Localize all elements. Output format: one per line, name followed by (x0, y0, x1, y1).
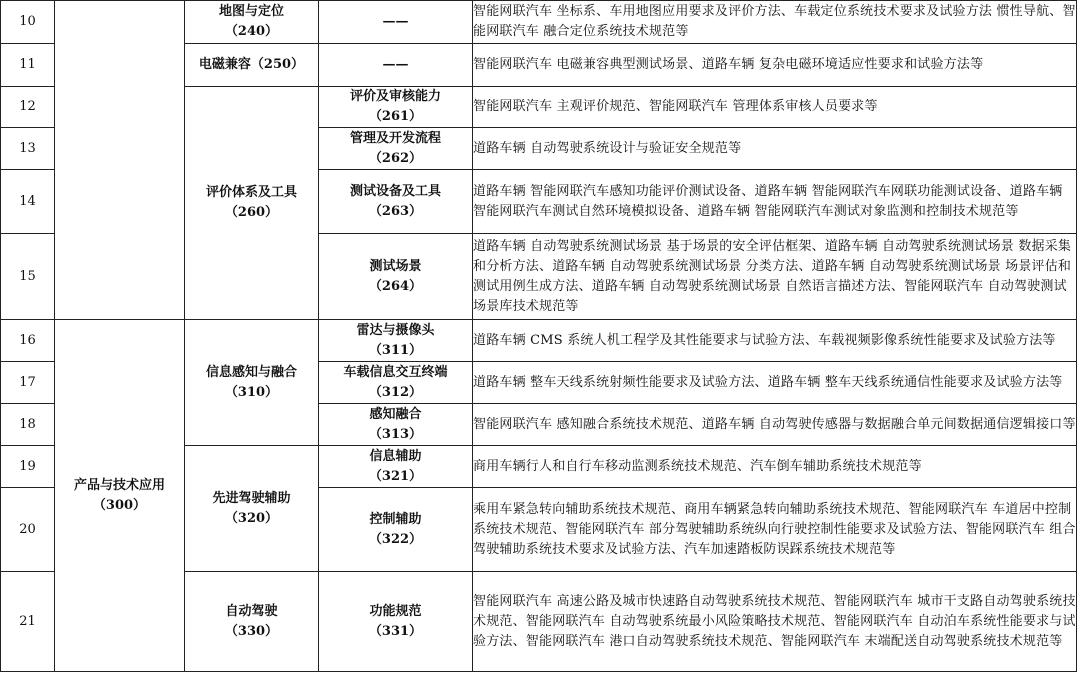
standards-cell: 道路车辆 CMS 系统人机工程学及其性能要求与试验方法、车载视频影像系统性能要求及试验方法等 (473, 320, 1077, 362)
leaf-cell (319, 170, 473, 234)
leaf-cell (319, 362, 473, 404)
row-number: 10 (1, 1, 55, 44)
standards-cell: 乘用车紧急转向辅助系统技术规范、商用车辆紧急转向辅助系统技术规范、智能网联汽车 车道居中控制系统技术规范、智能网联汽车 部分驾驶辅助系统纵向行驶控制性能要求及试验方法、智能网联汽车 组合驾驶辅助系统技术要求及试验方法、汽车加速踏板防误踩系统技术规范等 (473, 488, 1077, 572)
subcategory-name: 地图与定位 (218, 4, 284, 19)
subcategory-name: 先进驾驶辅助 (212, 490, 291, 506)
table-row (1, 1, 1077, 44)
subcategory-cell (185, 87, 319, 320)
subcategory-name: 自动驾驶 (225, 603, 278, 619)
leaf-name: 雷达与摄像头 (356, 322, 435, 338)
category-cell-empty (55, 1, 185, 320)
leaf-cell (319, 404, 473, 446)
standards-cell: 智能网联汽车 高速公路及城市快速路自动驾驶系统技术规范、智能网联汽车 城市干支路自动驾驶系统技术规范、智能网联汽车 自动驾驶系统最小风险策略技术规范、智能网联汽车 自动泊车系统性能要求与试验方法、智能网联汽车 港口自动驾驶系统技术规范、智能网联汽车 末端配送自动驾驶系统技术规范等 (473, 572, 1077, 672)
leaf-cell (319, 572, 473, 672)
leaf-code: （322） (368, 531, 423, 547)
leaf-name: 评价及审核能力 (349, 89, 441, 104)
row-number: 20 (1, 488, 55, 572)
leaf-code: （262） (368, 150, 423, 166)
standards-cell: 道路车辆 自动驾驶系统设计与验证安全规范等 (473, 128, 1077, 170)
leaf-code: （331） (368, 623, 423, 639)
leaf-cell (319, 488, 473, 572)
subcategory-name: 评价体系及工具 (205, 185, 297, 200)
leaf-name: 感知融合 (369, 406, 422, 422)
row-number: 12 (1, 87, 55, 128)
standards-cell: 道路车辆 自动驾驶系统测试场景 基于场景的安全评估框架、道路车辆 自动驾驶系统测试场景 数据采集和分析方法、道路车辆 自动驾驶系统测试场景 分类方法、道路车辆 自动驾驶系统测试场景 场景评估和测试用例生成方法、道路车辆 自动驾驶系统测试场景 自然语言描述方法、智能网联汽车 自动驾驶测试场景库技术规范等 (473, 234, 1077, 320)
subcategory-code: （310） (224, 384, 279, 400)
leaf-cell (319, 128, 473, 170)
leaf-name: 控制辅助 (369, 511, 422, 527)
standards-cell: 道路车辆 整车天线系统射频性能要求及试验方法、道路车辆 整车天线系统通信性能要求及试验方法等 (473, 362, 1077, 404)
leaf-code: （264） (368, 278, 423, 294)
leaf-cell: —— (319, 1, 473, 44)
leaf-name: 测试设备及工具 (349, 183, 441, 199)
leaf-name: 测试场景 (369, 258, 422, 274)
standards-cell: 智能网联汽车 感知融合系统技术规范、道路车辆 自动驾驶传感器与数据融合单元间数据通信逻辑接口等 (473, 404, 1077, 446)
leaf-name: 信息辅助 (369, 448, 422, 464)
leaf-cell (319, 446, 473, 488)
row-number: 16 (1, 320, 55, 362)
subcategory-cell (185, 1, 319, 44)
leaf-name: 功能规范 (369, 603, 422, 619)
category-code: （300） (92, 497, 147, 513)
standards-cell: 道路车辆 智能网联汽车感知功能评价测试设备、道路车辆 智能网联汽车网联功能测试设备、道路车辆 智能网联汽车测试自然环境模拟设备、道路车辆 智能网联汽车测试对象监测和控制技术规范等 (473, 170, 1077, 234)
leaf-name: 车载信息交互终端 (343, 364, 448, 380)
leaf-code: （321） (368, 468, 423, 484)
leaf-code: （313） (368, 426, 423, 442)
subcategory-cell (185, 572, 319, 672)
row-number: 17 (1, 362, 55, 404)
subcategory-code: （330） (224, 623, 279, 639)
leaf-cell: —— (319, 44, 473, 87)
row-number: 14 (1, 170, 55, 234)
row-number: 18 (1, 404, 55, 446)
subcategory-cell (185, 320, 319, 446)
row-number: 13 (1, 128, 55, 170)
leaf-name: 管理及开发流程 (349, 130, 441, 146)
leaf-cell (319, 320, 473, 362)
standards-cell: 智能网联汽车 主观评价规范、智能网联汽车 管理体系审核人员要求等 (473, 87, 1077, 128)
standards-cell: 商用车辆行人和自行车移动监测系统技术规范、汽车倒车辅助系统技术规范等 (473, 446, 1077, 488)
row-number: 15 (1, 234, 55, 320)
category-name: 产品与技术应用 (73, 477, 165, 493)
leaf-code: （263） (368, 203, 423, 219)
leaf-cell (319, 234, 473, 320)
subcategory-name: 信息感知与融合 (205, 364, 297, 380)
row-number: 11 (1, 44, 55, 87)
subcategory-code: （240） (224, 24, 279, 39)
leaf-code: （312） (368, 384, 423, 400)
standards-cell: 智能网联汽车 电磁兼容典型测试场景、道路车辆 复杂电磁环境适应性要求和试验方法等 (473, 44, 1077, 87)
subcategory-cell (185, 446, 319, 572)
leaf-cell (319, 87, 473, 128)
standards-cell: 智能网联汽车 坐标系、车用地图应用要求及评价方法、车载定位系统技术要求及试验方法 惯性导航、智能网联汽车 融合定位系统技术规范等 (473, 1, 1077, 44)
subcategory-code: （260） (224, 205, 279, 220)
row-number: 21 (1, 572, 55, 672)
subcategory-cell: 电磁兼容（250） (185, 44, 319, 87)
leaf-code: （261） (368, 109, 423, 124)
category-cell (55, 320, 185, 672)
subcategory-code: （320） (224, 510, 279, 526)
leaf-code: （311） (368, 342, 423, 358)
row-number: 19 (1, 446, 55, 488)
table-row (1, 320, 1077, 362)
